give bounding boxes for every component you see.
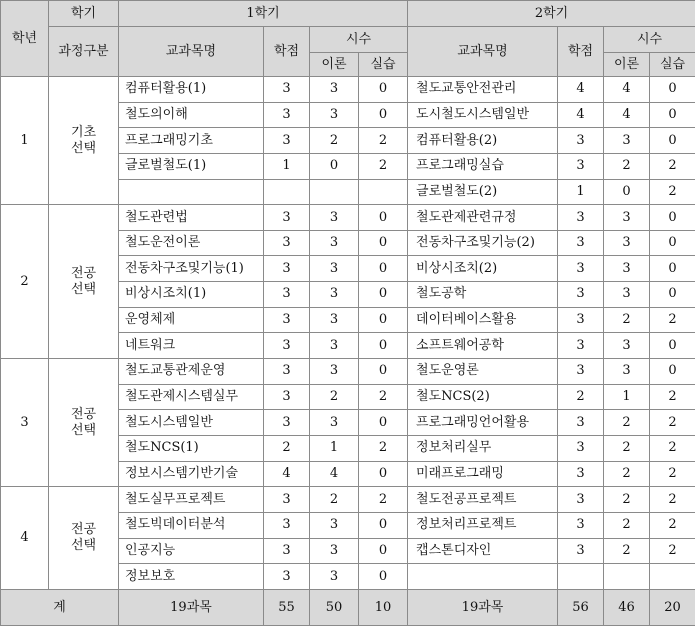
sem2-credits-cell: 3 <box>558 435 604 461</box>
sem2-practice-cell: 0 <box>650 230 695 256</box>
sem2-credits-cell <box>558 564 604 590</box>
sem2-theory-cell: 3 <box>604 205 650 231</box>
sem1-subject-cell: 네트워크 <box>119 333 264 359</box>
header-practice-sem2: 실습 <box>650 53 695 77</box>
sem1-theory-cell: 3 <box>310 564 359 590</box>
header-theory-sem1: 이론 <box>310 53 359 77</box>
sem2-practice-cell: 2 <box>650 153 695 179</box>
header-sem1: 1학기 <box>119 1 408 27</box>
sem2-theory-cell: 2 <box>604 153 650 179</box>
sem1-subject-cell: 철도빅데이터분석 <box>119 512 264 538</box>
sem1-theory-cell: 3 <box>310 282 359 308</box>
sem2-credits-cell: 3 <box>558 307 604 333</box>
sem2-credits-cell: 3 <box>558 205 604 231</box>
table-row <box>1 205 695 231</box>
sem1-subject-cell: 철도실무프로젝트 <box>119 487 264 513</box>
header-subject-sem1: 교과목명 <box>119 27 264 77</box>
sem2-practice-cell: 2 <box>650 487 695 513</box>
sem2-theory-cell: 4 <box>604 77 650 103</box>
grade-cell: 3 <box>1 359 49 487</box>
table-row <box>1 487 695 513</box>
sem2-credits-cell: 3 <box>558 538 604 564</box>
sem2-practice-cell: 0 <box>650 77 695 103</box>
sem1-credits-cell: 3 <box>264 564 310 590</box>
sem1-credits-cell: 3 <box>264 205 310 231</box>
sem1-credits-cell: 3 <box>264 256 310 282</box>
sem2-practice-cell: 0 <box>650 205 695 231</box>
course-type-cell <box>49 359 119 487</box>
sem2-subject-cell: 프로그래밍언어활용 <box>408 410 558 436</box>
sem2-credits-cell: 3 <box>558 256 604 282</box>
sem1-practice-cell: 0 <box>359 307 408 333</box>
header-grade: 학년 <box>1 1 49 77</box>
sem1-subject-cell: 철도NCS(1) <box>119 435 264 461</box>
totals-sem2-credits: 56 <box>558 590 604 626</box>
totals-sem2-subjects: 19과목 <box>408 590 558 626</box>
header-hours-sem1: 시수 <box>310 27 408 53</box>
sem1-practice-cell: 0 <box>359 102 408 128</box>
header-credits-sem1: 학점 <box>264 27 310 77</box>
sem1-theory-cell: 2 <box>310 128 359 154</box>
grade-cell: 2 <box>1 205 49 359</box>
header-theory-sem2: 이론 <box>604 53 650 77</box>
sem1-subject-cell: 철도의이해 <box>119 102 264 128</box>
course-type-cell <box>49 487 119 590</box>
sem1-subject-cell: 비상시조치(1) <box>119 282 264 308</box>
sem2-credits-cell: 3 <box>558 230 604 256</box>
sem1-subject-cell <box>119 179 264 205</box>
sem1-practice-cell: 0 <box>359 461 408 487</box>
sem1-practice-cell: 0 <box>359 205 408 231</box>
sem2-practice-cell: 2 <box>650 461 695 487</box>
sem2-theory-cell: 4 <box>604 102 650 128</box>
sem2-subject-cell: 캡스톤디자인 <box>408 538 558 564</box>
sem2-credits-cell: 1 <box>558 179 604 205</box>
sem1-theory-cell: 3 <box>310 77 359 103</box>
sem2-subject-cell: 철도전공프로젝트 <box>408 487 558 513</box>
grade-cell: 4 <box>1 487 49 590</box>
sem2-subject-cell: 도시철도시스템일반 <box>408 102 558 128</box>
sem1-theory-cell: 0 <box>310 153 359 179</box>
sem1-credits-cell <box>264 179 310 205</box>
sem1-subject-cell: 전동차구조및기능(1) <box>119 256 264 282</box>
sem1-theory-cell: 1 <box>310 435 359 461</box>
totals-label: 계 <box>1 590 119 626</box>
sem2-subject-cell: 프로그래밍실습 <box>408 153 558 179</box>
sem1-credits-cell: 3 <box>264 487 310 513</box>
sem1-credits-cell: 3 <box>264 333 310 359</box>
sem2-practice-cell: 2 <box>650 435 695 461</box>
sem1-practice-cell: 0 <box>359 538 408 564</box>
sem1-theory-cell: 3 <box>310 333 359 359</box>
sem2-subject-cell: 데이터베이스활용 <box>408 307 558 333</box>
sem1-practice-cell <box>359 179 408 205</box>
totals-sem1-credits: 55 <box>264 590 310 626</box>
table-body <box>1 77 695 590</box>
sem1-theory-cell <box>310 179 359 205</box>
sem1-practice-cell: 0 <box>359 564 408 590</box>
sem2-subject-cell: 전동차구조및기능(2) <box>408 230 558 256</box>
sem1-practice-cell: 0 <box>359 333 408 359</box>
sem2-theory-cell <box>604 564 650 590</box>
sem2-theory-cell: 2 <box>604 435 650 461</box>
sem2-credits-cell: 3 <box>558 128 604 154</box>
sem1-subject-cell: 정보시스템기반기술 <box>119 461 264 487</box>
course-type-line2: 선택 <box>70 422 97 438</box>
sem1-credits-cell: 3 <box>264 359 310 385</box>
sem1-theory-cell: 4 <box>310 461 359 487</box>
header-hours-sem2: 시수 <box>604 27 695 53</box>
sem2-practice-cell: 2 <box>650 179 695 205</box>
sem1-credits-cell: 3 <box>264 512 310 538</box>
header-credits-sem2: 학점 <box>558 27 604 77</box>
sem2-credits-cell: 3 <box>558 512 604 538</box>
sem1-credits-cell: 1 <box>264 153 310 179</box>
sem1-practice-cell: 0 <box>359 512 408 538</box>
sem2-theory-cell: 2 <box>604 461 650 487</box>
sem2-practice-cell: 2 <box>650 538 695 564</box>
sem2-credits-cell: 3 <box>558 410 604 436</box>
sem1-subject-cell: 철도운전이론 <box>119 230 264 256</box>
sem2-credits-cell: 3 <box>558 282 604 308</box>
sem2-theory-cell: 2 <box>604 538 650 564</box>
sem1-practice-cell: 2 <box>359 435 408 461</box>
sem2-subject-cell: 철도운영론 <box>408 359 558 385</box>
sem1-theory-cell: 3 <box>310 102 359 128</box>
sem2-theory-cell: 3 <box>604 256 650 282</box>
course-type-line2: 선택 <box>70 140 97 156</box>
header-practice-sem1: 실습 <box>359 53 408 77</box>
table-footer <box>1 590 695 626</box>
sem2-credits-cell: 4 <box>558 102 604 128</box>
totals-sem1-practice: 10 <box>359 590 408 626</box>
sem2-subject-cell: 소프트웨어공학 <box>408 333 558 359</box>
sem1-subject-cell: 정보보호 <box>119 564 264 590</box>
sem1-subject-cell: 철도교통관제운영 <box>119 359 264 385</box>
sem2-practice-cell: 0 <box>650 282 695 308</box>
sem1-theory-cell: 3 <box>310 359 359 385</box>
sem2-theory-cell: 2 <box>604 512 650 538</box>
sem2-practice-cell: 0 <box>650 359 695 385</box>
sem2-practice-cell: 0 <box>650 333 695 359</box>
sem1-subject-cell: 글로벌철도(1) <box>119 153 264 179</box>
sem2-credits-cell: 4 <box>558 77 604 103</box>
sem2-subject-cell: 비상시조치(2) <box>408 256 558 282</box>
course-type-line1: 기초 <box>70 124 97 140</box>
grade-cell: 1 <box>1 77 49 205</box>
sem2-credits-cell: 3 <box>558 487 604 513</box>
sem2-theory-cell: 3 <box>604 282 650 308</box>
sem2-theory-cell: 3 <box>604 230 650 256</box>
header-course-type: 과정구분 <box>49 27 119 77</box>
sem1-theory-cell: 2 <box>310 487 359 513</box>
sem1-credits-cell: 3 <box>264 230 310 256</box>
sem2-practice-cell: 2 <box>650 410 695 436</box>
sem1-theory-cell: 3 <box>310 256 359 282</box>
totals-sem1-subjects: 19과목 <box>119 590 264 626</box>
sem2-theory-cell: 2 <box>604 307 650 333</box>
sem1-practice-cell: 0 <box>359 230 408 256</box>
sem1-practice-cell: 0 <box>359 77 408 103</box>
sem2-practice-cell: 2 <box>650 307 695 333</box>
sem1-practice-cell: 0 <box>359 256 408 282</box>
sem2-theory-cell: 3 <box>604 359 650 385</box>
sem1-practice-cell: 0 <box>359 282 408 308</box>
sem2-subject-cell: 철도공학 <box>408 282 558 308</box>
sem1-practice-cell: 2 <box>359 487 408 513</box>
sem2-practice-cell: 0 <box>650 128 695 154</box>
sem1-practice-cell: 0 <box>359 359 408 385</box>
header-semester: 학기 <box>49 1 119 27</box>
sem1-subject-cell: 프로그래밍기초 <box>119 128 264 154</box>
sem2-theory-cell: 0 <box>604 179 650 205</box>
sem2-subject-cell: 컴퓨터활용(2) <box>408 128 558 154</box>
sem1-subject-cell: 철도관제시스템실무 <box>119 384 264 410</box>
sem1-subject-cell: 인공지능 <box>119 538 264 564</box>
sem1-credits-cell: 3 <box>264 77 310 103</box>
course-type-cell <box>49 77 119 205</box>
sem1-credits-cell: 4 <box>264 461 310 487</box>
totals-sem1-theory: 50 <box>310 590 359 626</box>
table-header <box>1 1 695 77</box>
sem2-credits-cell: 3 <box>558 333 604 359</box>
sem1-practice-cell: 2 <box>359 153 408 179</box>
sem2-theory-cell: 3 <box>604 333 650 359</box>
sem2-subject-cell: 글로벌철도(2) <box>408 179 558 205</box>
sem2-subject-cell: 정보처리프로젝트 <box>408 512 558 538</box>
header-sem2: 2학기 <box>408 1 695 27</box>
sem1-subject-cell: 철도관련법 <box>119 205 264 231</box>
course-type-line1: 전공 <box>70 522 97 538</box>
sem1-theory-cell: 3 <box>310 230 359 256</box>
sem2-practice-cell: 2 <box>650 512 695 538</box>
sem2-practice-cell <box>650 564 695 590</box>
sem1-practice-cell: 2 <box>359 128 408 154</box>
sem1-subject-cell: 운영체제 <box>119 307 264 333</box>
sem1-theory-cell: 3 <box>310 307 359 333</box>
sem2-credits-cell: 3 <box>558 461 604 487</box>
sem1-practice-cell: 2 <box>359 384 408 410</box>
sem2-practice-cell: 2 <box>650 384 695 410</box>
course-type-line2: 선택 <box>70 281 97 297</box>
table-row <box>1 77 695 103</box>
table-row <box>1 359 695 385</box>
sem2-theory-cell: 1 <box>604 384 650 410</box>
sem2-credits-cell: 2 <box>558 384 604 410</box>
sem1-theory-cell: 3 <box>310 410 359 436</box>
course-type-line2: 선택 <box>70 538 97 554</box>
sem2-theory-cell: 2 <box>604 487 650 513</box>
sem2-theory-cell: 2 <box>604 410 650 436</box>
sem1-theory-cell: 3 <box>310 538 359 564</box>
sem1-practice-cell: 0 <box>359 410 408 436</box>
sem1-theory-cell: 2 <box>310 384 359 410</box>
sem2-credits-cell: 3 <box>558 359 604 385</box>
sem1-credits-cell: 3 <box>264 102 310 128</box>
sem2-practice-cell: 0 <box>650 256 695 282</box>
sem1-credits-cell: 3 <box>264 128 310 154</box>
sem2-theory-cell: 3 <box>604 128 650 154</box>
sem1-theory-cell: 3 <box>310 205 359 231</box>
course-type-line1: 전공 <box>70 265 97 281</box>
sem2-subject-cell: 철도교통안전관리 <box>408 77 558 103</box>
totals-sem2-theory: 46 <box>604 590 650 626</box>
sem1-subject-cell: 컴퓨터활용(1) <box>119 77 264 103</box>
sem1-subject-cell: 철도시스템일반 <box>119 410 264 436</box>
sem1-credits-cell: 3 <box>264 538 310 564</box>
sem2-subject-cell: 미래프로그래밍 <box>408 461 558 487</box>
sem2-credits-cell: 3 <box>558 153 604 179</box>
sem1-credits-cell: 3 <box>264 384 310 410</box>
sem1-credits-cell: 2 <box>264 435 310 461</box>
sem2-practice-cell: 0 <box>650 102 695 128</box>
totals-sem2-practice: 20 <box>650 590 695 626</box>
course-type-line1: 전공 <box>70 406 97 422</box>
sem2-subject-cell: 철도NCS(2) <box>408 384 558 410</box>
sem2-subject-cell <box>408 564 558 590</box>
sem1-theory-cell: 3 <box>310 512 359 538</box>
sem1-credits-cell: 3 <box>264 282 310 308</box>
header-subject-sem2: 교과목명 <box>408 27 558 77</box>
sem1-credits-cell: 3 <box>264 410 310 436</box>
sem1-credits-cell: 3 <box>264 307 310 333</box>
sem2-subject-cell: 철도관제관련규정 <box>408 205 558 231</box>
course-type-cell <box>49 205 119 359</box>
sem2-subject-cell: 정보처리실무 <box>408 435 558 461</box>
